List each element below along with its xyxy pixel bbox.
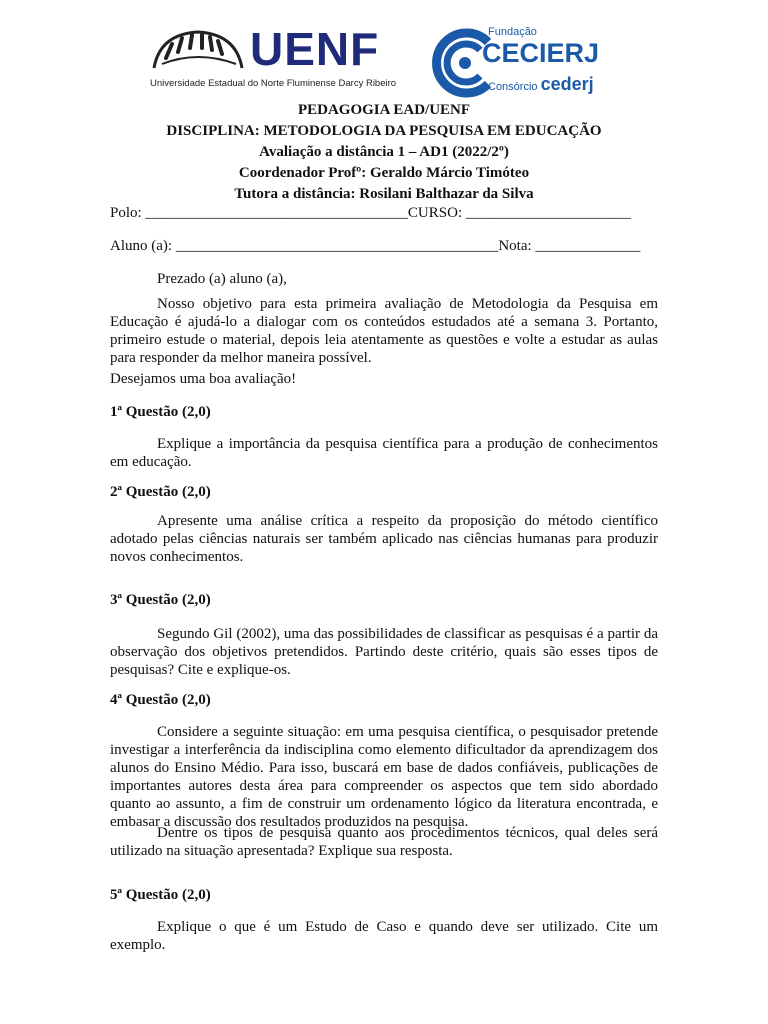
uenf-subtitle: Universidade Estadual do Norte Fluminense Darcy Ribeiro (150, 78, 397, 89)
course-title: PEDAGOGIA EAD/UENF (297, 102, 471, 118)
logos-header (150, 23, 670, 98)
uenf-emblem-icon (150, 28, 246, 70)
cecierj-logo (430, 28, 670, 98)
question-text: Explique o que é um Estudo de Caso e quando deve ser utilizado. Cite um exemplo. (110, 919, 658, 953)
cecierj-consorcio (488, 74, 594, 95)
cecierj-name: CECIERJ (482, 38, 600, 68)
intro-paragraph: Nosso objetivo para esta primeira avaliação de Metodologia da Pesquisa em Educação é ajudá-lo a dialogar com os conteúdos estudados até a semana 3. Portanto, primeiro estude o material, depois leia atentamente as questões e volte a estudar as aulas para responder da melhor maneira possível. (110, 296, 658, 366)
question-text: Considere a seguinte situação: em uma pesquisa científica, o pesquisador pretende investigar a interferência da indisciplina como elemento dificultador da aprendizagem dos alunos do Ensino Médio. Para isso, buscará em base de dados confiáveis, publicações de importantes autores desta área para compreender os aspectos que tem sido abordado quanto ao assunto, a fim de construir um ordenamento lógico da literatura encontrada, e embasar a discussão dos resultados produzidos na pesquisa. (110, 724, 658, 830)
document-header (0, 100, 768, 205)
question-text: Explique a importância da pesquisa científica para a produção de conhecimentos em educação. (110, 436, 658, 470)
question-text: Apresente uma análise crítica a respeito da proposição do método científico adotado pelas ciências naturais ser também aplicado nas ciências humanas para produzir novos conhecimentos. (110, 513, 658, 565)
question-title: 2ª Questão (2,0) (110, 484, 211, 500)
question-text-continued: Dentre os tipos de pesquisa quanto aos procedimentos técnicos, qual deles será utilizado na situação apresentada? Explique sua resposta. (110, 825, 658, 859)
wish-line: Desejamos uma boa avaliação! (110, 371, 297, 387)
uenf-logo-text: UENF (250, 23, 380, 75)
cecierj-fundacao: Fundação (488, 26, 537, 38)
consorcio-label: Consórcio (488, 81, 538, 93)
polo-curso-field[interactable]: Polo: ___________________________________CURSO: ______________________ (110, 205, 631, 221)
question-title: 1ª Questão (2,0) (110, 404, 211, 420)
evaluation-title: Avaliação a distância 1 – AD1 (2022/2º) (259, 144, 509, 160)
question-title: 5ª Questão (2,0) (110, 887, 211, 903)
question-text: Segundo Gil (2002), uma das possibilidades de classificar as pesquisas é a partir da observação dos objetivos pretendidos. Partindo deste critério, quais são esses tipos de pesquisas? Cite e explique-os. (110, 626, 658, 678)
cederj-label: cederj (540, 74, 594, 94)
discipline-title: DISCIPLINA: METODOLOGIA DA PESQUISA EM EDUCAÇÃO (166, 123, 602, 139)
question-title: 3ª Questão (2,0) (110, 592, 211, 608)
greeting: Prezado (a) aluno (a), (157, 271, 287, 287)
coordinator-line: Coordenador Profº: Geraldo Márcio Timóteo (238, 165, 530, 181)
tutor-line: Tutora a distância: Rosilani Balthazar da Silva (234, 186, 534, 202)
question-title: 4ª Questão (2,0) (110, 692, 211, 708)
aluno-nota-field[interactable]: Aluno (a): ___________________________________________Nota: ______________ (110, 238, 641, 254)
